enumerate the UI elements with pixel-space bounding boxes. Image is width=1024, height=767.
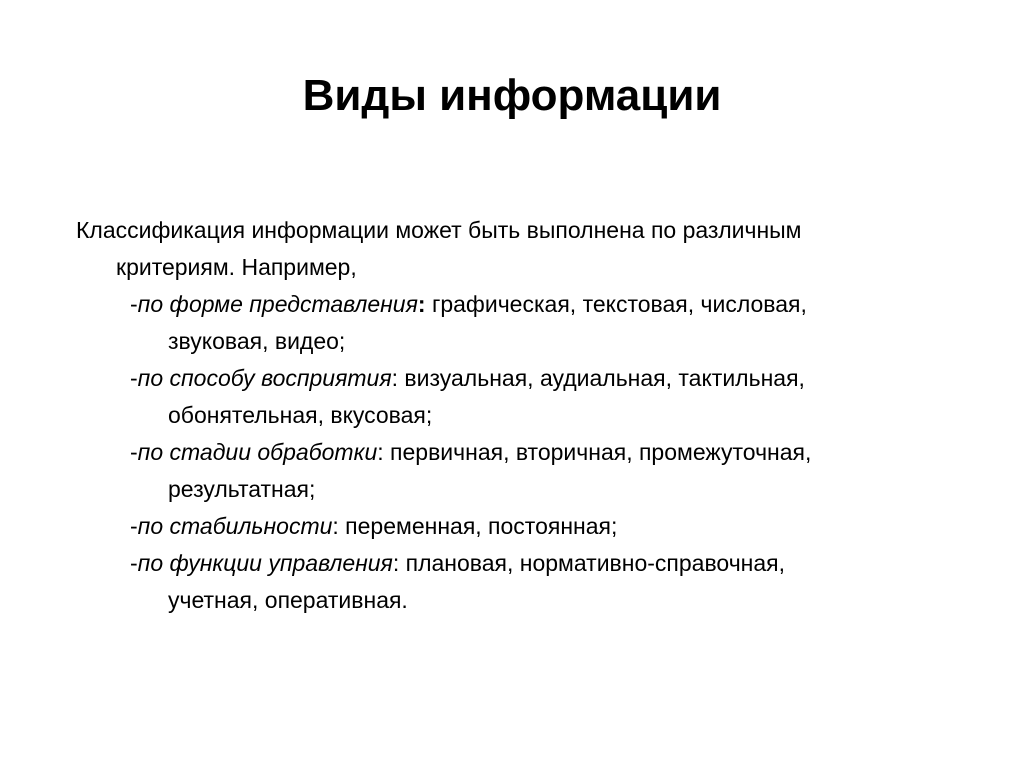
intro-line-2: критериям. Например,	[116, 254, 357, 280]
item-dash: -	[130, 513, 138, 539]
item-criterion: по функции управления	[137, 550, 393, 576]
item-values-continuation: результатная;	[168, 476, 316, 502]
list-item	[76, 434, 906, 471]
item-values: первичная, вторичная, промежуточная,	[383, 439, 812, 465]
item-criterion: по стабильности	[137, 513, 333, 539]
item-values-continuation: учетная, оперативная.	[168, 587, 408, 613]
item-values: плановая, нормативно-справочная,	[399, 550, 786, 576]
slide-title: Виды информации	[302, 71, 722, 120]
item-values-continuation: звуковая, видео;	[168, 328, 346, 354]
item-criterion: по форме представления	[137, 291, 418, 317]
list-item	[76, 508, 906, 545]
item-values: графическая, текстовая, числовая,	[425, 291, 807, 317]
item-criterion: по стадии обработки	[137, 439, 378, 465]
list-item	[76, 545, 906, 582]
item-values: визуальная, аудиальная, тактильная,	[398, 365, 805, 391]
item-dash: -	[130, 365, 138, 391]
item-colon: :	[391, 365, 399, 391]
item-colon: :	[332, 513, 339, 539]
intro-line-1: Классификация информации может быть выполнена по различным	[76, 217, 802, 243]
item-dash: -	[130, 291, 138, 317]
item-dash: -	[130, 550, 138, 576]
item-values-continuation: обонятельная, вкусовая;	[168, 402, 433, 428]
list-item	[76, 286, 906, 323]
item-criterion: по способу восприятия	[137, 365, 392, 391]
item-colon: :	[417, 291, 426, 317]
item-colon: :	[377, 439, 384, 465]
item-dash: -	[130, 439, 138, 465]
list-item	[76, 360, 906, 397]
item-colon: :	[392, 550, 400, 576]
item-values: переменная, постоянная;	[338, 513, 618, 539]
slide-body	[76, 212, 906, 619]
